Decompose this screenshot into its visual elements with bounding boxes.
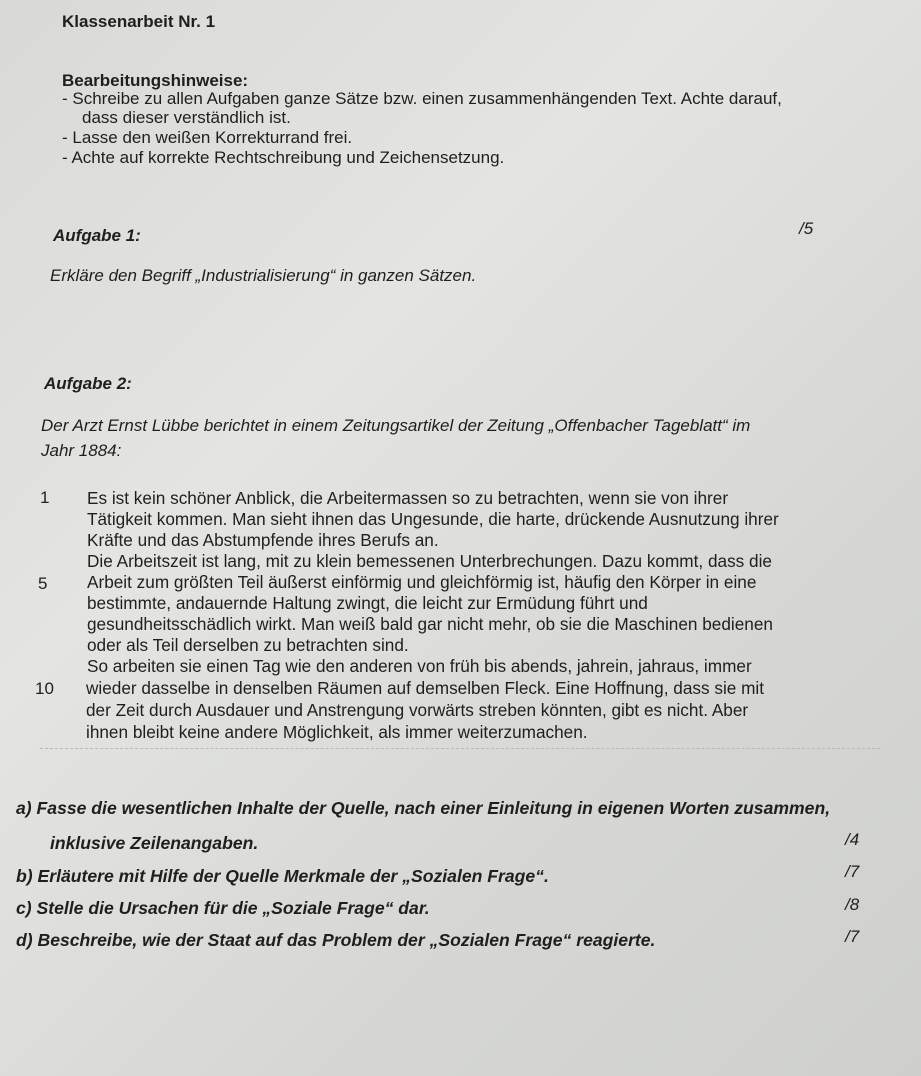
- source-line: ihnen bleibt keine andere Möglichkeit, als immer weiterzumachen.: [86, 722, 588, 742]
- source-line: wieder dasselbe in denselben Räumen auf demselben Fleck. Eine Hoffnung, dass sie mit: [86, 678, 765, 698]
- subtask-a-cont: inklusive Zeilenangaben.: [50, 833, 259, 853]
- document-title: Klassenarbeit Nr. 1: [62, 12, 216, 31]
- source-line: Die Arbeitszeit ist lang, mit zu klein bemessenen Unterbrechungen. Dazu kommt, dass die: [87, 551, 772, 571]
- source-line: oder als Teil derselben zu betrachten sind.: [87, 635, 409, 655]
- subtask-b-points: /7: [845, 862, 860, 881]
- source-line: der Zeit durch Ausdauer und Anstrengung vorwärts streben könnten, gibt es nicht. Aber: [86, 700, 749, 720]
- subtask-c: c) Stelle die Ursachen für die „Soziale Frage“ dar.: [16, 898, 430, 918]
- hint-item-3: - Achte auf korrekte Rechtschreibung und Zeichensetzung.: [62, 148, 505, 167]
- source-line: gesundheitsschädlich wirkt. Man weiß bald gar nicht mehr, ob sie die Maschinen bedienen: [87, 614, 773, 634]
- line-number-1: 1: [40, 488, 50, 507]
- task1-heading: Aufgabe 1:: [53, 226, 141, 245]
- hint-item-1: - Schreibe zu allen Aufgaben ganze Sätze bzw. einen zusammenhängenden Text. Achte darauf,: [62, 89, 782, 108]
- source-line: Es ist kein schöner Anblick, die Arbeitermassen so zu betrachten, wenn sie von ihrer: [87, 488, 729, 508]
- subtask-a: a) Fasse die wesentlichen Inhalte der Quelle, nach einer Einleitung in eigenen Worten zusammen,: [16, 798, 831, 818]
- line-number-5: 5: [38, 574, 48, 593]
- hints-heading: Bearbeitungshinweise:: [62, 71, 249, 90]
- section-divider: [40, 748, 880, 749]
- source-line: So arbeiten sie einen Tag wie den anderen von früh bis abends, jahrein, jahraus, immer: [87, 656, 752, 676]
- source-line: Arbeit zum größten Teil äußerst einförmig und gleichförmig ist, häufig den Körper in eine: [87, 572, 757, 592]
- subtask-c-points: /8: [845, 895, 860, 914]
- task1-prompt: Erkläre den Begriff „Industrialisierung“ in ganzen Sätzen.: [50, 266, 477, 285]
- subtask-d: d) Beschreibe, wie der Staat auf das Problem der „Sozialen Frage“ reagierte.: [16, 930, 656, 950]
- task2-intro-line-1: Der Arzt Ernst Lübbe berichtet in einem Zeitungsartikel der Zeitung „Offenbacher Tageblatt“ im: [41, 416, 751, 435]
- hint-item-2: - Lasse den weißen Korrekturrand frei.: [62, 128, 353, 147]
- task2-heading: Aufgabe 2:: [44, 374, 132, 393]
- subtask-b: b) Erläutere mit Hilfe der Quelle Merkmale der „Sozialen Frage“.: [16, 866, 549, 886]
- source-line: bestimmte, andauernde Haltung zwingt, die leicht zur Ermüdung führt und: [87, 593, 648, 613]
- source-line: Kräfte und das Abstumpfende ihres Berufs an.: [87, 530, 439, 550]
- subtask-a-points: /4: [845, 830, 860, 849]
- source-line: Tätigkeit kommen. Man sieht ihnen das Ungesunde, die harte, drückende Ausnutzung ihrer: [87, 509, 779, 529]
- subtask-d-points: /7: [845, 927, 860, 946]
- hint-item-1-cont: dass dieser verständlich ist.: [82, 108, 291, 127]
- task2-intro-line-2: Jahr 1884:: [41, 441, 122, 460]
- task1-points: /5: [799, 219, 814, 238]
- line-number-10: 10: [35, 679, 54, 698]
